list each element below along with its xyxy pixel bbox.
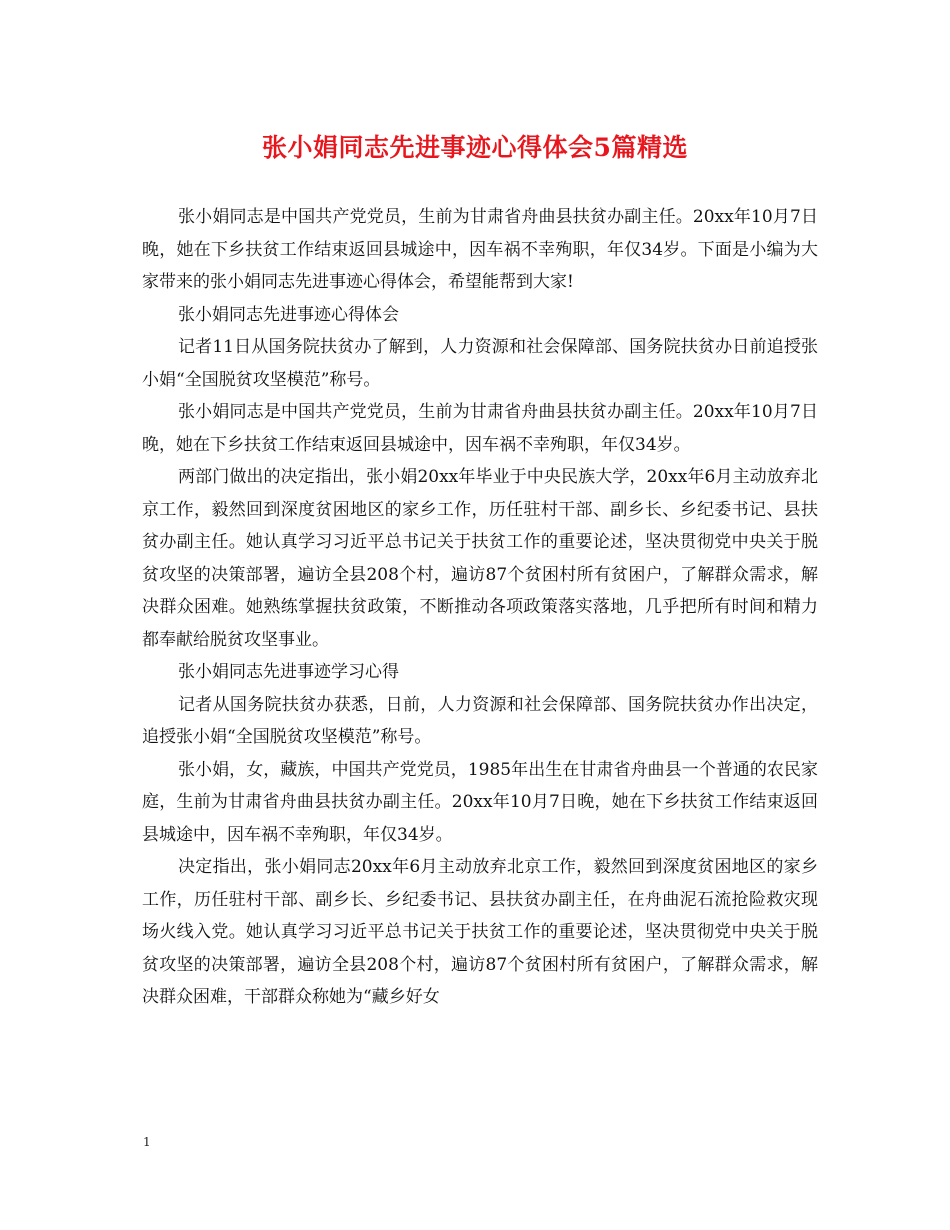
paragraph: 两部门做出的决定指出，张小娟20xx年毕业于中央民族大学，20xx年6月主动放弃北京工作，毅然回到深度贫困地区的家乡工作，历任驻村干部、副乡长、乡纪委书记、县扶贫办副主任。她认真学习习近平总书记关于扶贫工作的重要论述，坚决贯彻党中央关于脱贫攻坚的决策部署，遍访全县208个村，遍访87个贫困村所有贫困户，了解群众需求，解决群众困难。她熟练掌握扶贫政策，不断推动各项政策落实落地，几乎把所有时间和精力都奉献给脱贫攻坚事业。 [142, 467, 818, 650]
paragraph: 记者11日从国务院扶贫办了解到，人力资源和社会保障部、国务院扶贫办日前追授张小娟“全国脱贫攻坚模范”称号。 [142, 337, 818, 390]
page-number: 1 [143, 1135, 151, 1149]
paragraph: 张小娟同志是中国共产党党员，生前为甘肃省舟曲县扶贫办副主任。20xx年10月7日晚，她在下乡扶贫工作结束返回县城途中，因车祸不幸殉职，年仅34岁。 [142, 402, 818, 455]
paragraph: 张小娟，女，藏族，中国共产党党员，1985年出生在甘肃省舟曲县一个普通的农民家庭，生前为甘肃省舟曲县扶贫办副主任。20xx年10月7日晚，她在下乡扶贫工作结束返回县城途中，因车祸不幸殉职，年仅34岁。 [142, 759, 818, 845]
page-title: 张小娟同志先进事迹心得体会5篇精选 [262, 133, 688, 162]
section-heading: 张小娟同志先进事迹学习心得 [178, 662, 399, 682]
section-heading: 张小娟同志先进事迹心得体会 [178, 304, 399, 325]
paragraph: 张小娟同志是中国共产党党员，生前为甘肃省舟曲县扶贫办副主任。20xx年10月7日晚，她在下乡扶贫工作结束返回县城途中，因车祸不幸殉职，年仅34岁。下面是小编为大家带来的张小娟同志先进事迹心得体会，希望能帮到大家! [142, 207, 818, 292]
paragraph: 记者从国务院扶贫办获悉，日前，人力资源和社会保障部、国务院扶贫办作出决定，追授张小娟“全国脱贫攻坚模范”称号。 [142, 694, 818, 747]
document-body [142, 201, 818, 1014]
paragraph: 决定指出，张小娟同志20xx年6月主动放弃北京工作，毅然回到深度贫困地区的家乡工作，历任驻村干部、副乡长、乡纪委书记、县扶贫办副主任，在舟曲泥石流抢险救灾现场火线入党。她认真学习习近平总书记关于扶贫工作的重要论述，坚决贯彻党中央关于脱贫攻坚的决策部署，遍访全县208个村，遍访87个贫困村所有贫困户，了解群众需求，解决群众困难，干部群众称她为“藏乡好女 [142, 857, 818, 1007]
